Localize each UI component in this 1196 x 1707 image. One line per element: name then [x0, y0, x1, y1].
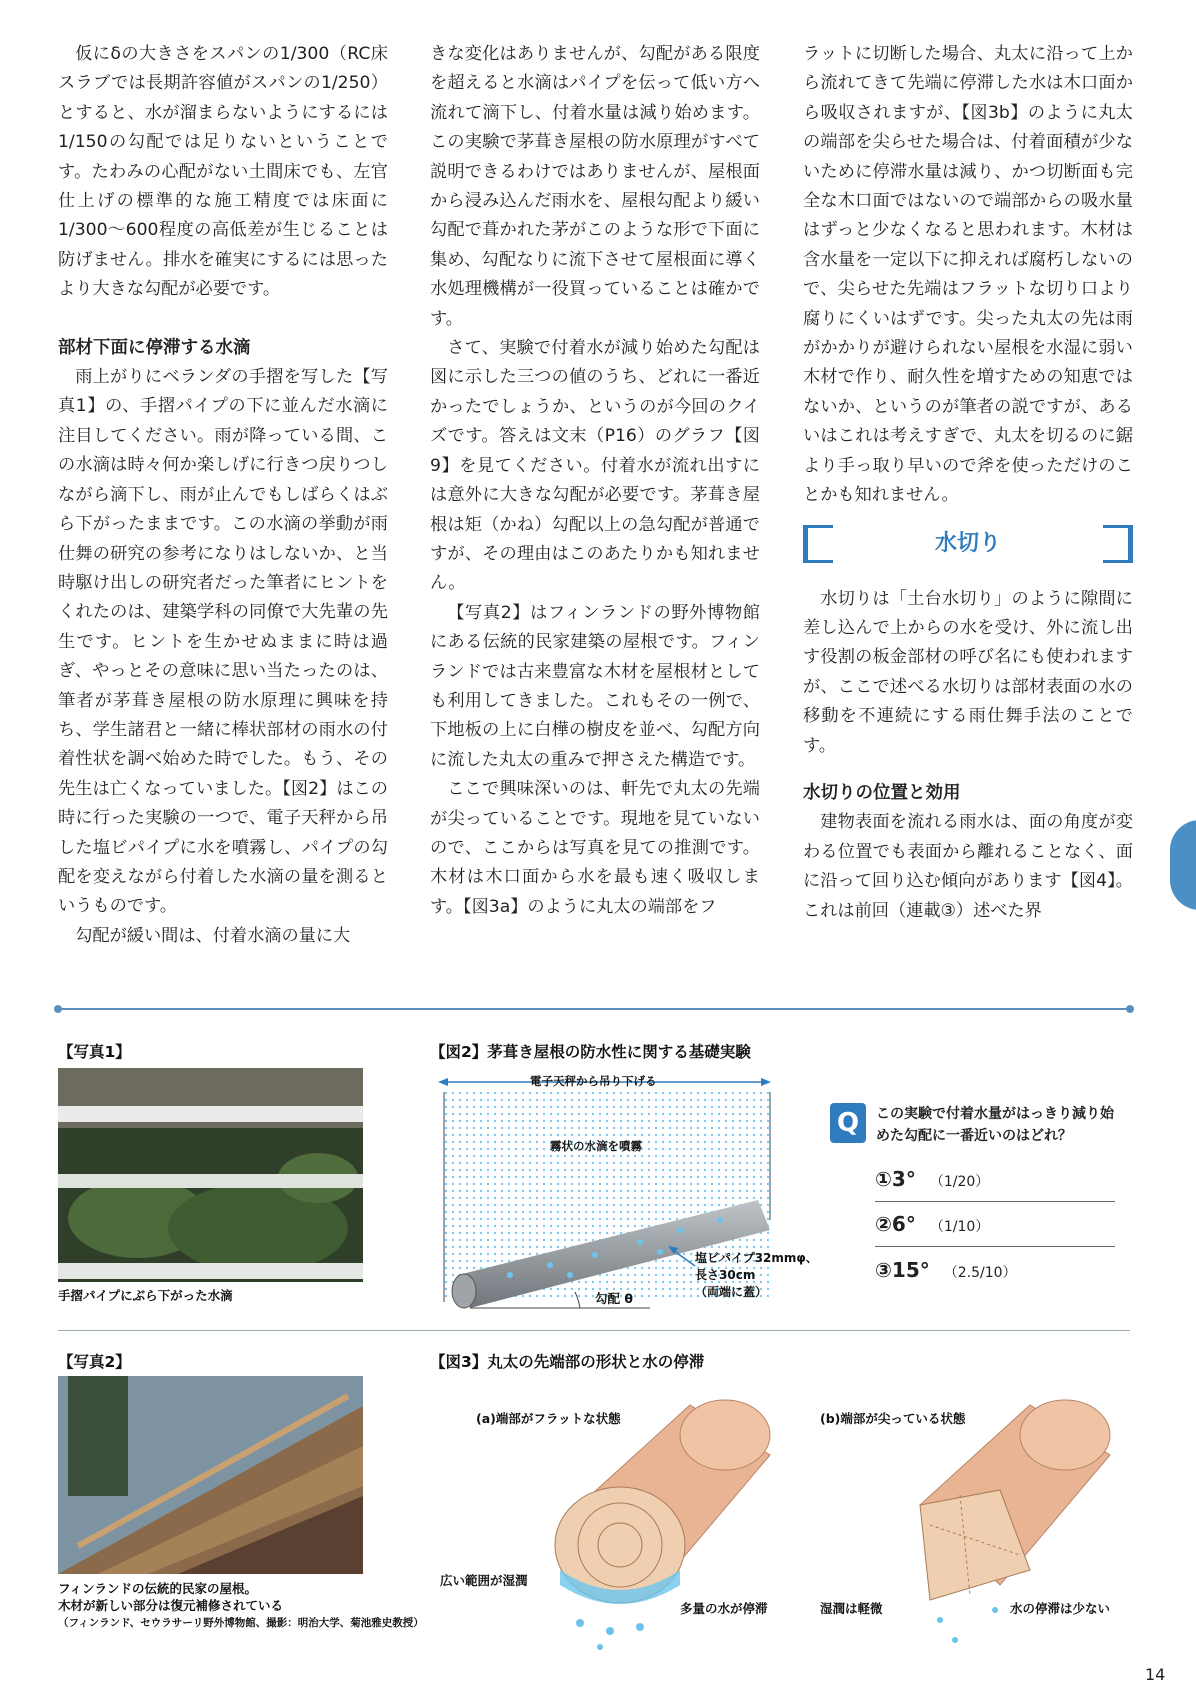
fig2-label-spray: 霧状の水滴を噴霧 — [550, 1139, 642, 1153]
text-column-3 — [803, 40, 1133, 926]
divider — [58, 1008, 1130, 1010]
page-number: 14 — [1145, 1665, 1166, 1684]
fig3-a-wet: 広い範囲が湿潤 — [440, 1573, 528, 1588]
section-heading: 部材下面に停滞する水滴 — [58, 337, 251, 358]
quiz-option-2 — [875, 1202, 1115, 1247]
text-column-1 — [58, 40, 388, 951]
quiz-option-3 — [875, 1248, 1115, 1292]
photo1-title: 【写真1】 — [58, 1043, 131, 1061]
fig3-title: 【図3】丸太の先端部の形状と水の停滞 — [430, 1353, 705, 1371]
bracket-right — [1103, 525, 1133, 563]
quiz-option-1 — [875, 1157, 1115, 1202]
photo1-caption: 手摺パイプにぶら下がった水滴 — [58, 1288, 233, 1303]
photo2-caption1: フィンランドの伝統的民家の屋根。 — [58, 1581, 258, 1596]
paragraph: さて、実験で付着水が減り始めた勾配は図に示した三つの値のうち、どれに一番近かったでしょうか、というのが今回のクイズです。答えは文末（P16）のグラフ【図9】を見てください。付着水が流れ出すには意外に大きな勾配が必要です。茅葺き屋根は矩（かね）勾配以上の急勾配が普通ですが、その理由はこのあたりかも知れません。 — [430, 338, 760, 594]
section-title-box — [803, 525, 1133, 565]
quiz-option-main: ③15° — [875, 1258, 930, 1282]
quiz-option-sub: （1/10） — [929, 1219, 990, 1235]
fig2-label-angle: 勾配 θ — [595, 1291, 633, 1306]
photo2-caption3: （フィンランド、セウラサーリ野外博物館、撮影：明治大学、菊池雅史教授） — [58, 1617, 424, 1629]
quiz-option-main: ②6° — [875, 1212, 916, 1236]
photo2-caption2: 木材が新しい部分は復元補修されている — [58, 1598, 284, 1613]
paragraph: 雨上がりにベランダの手摺を写した【写真1】の、手摺パイプの下に並んだ水滴に注目してください。雨が降っている間、この水滴は時々何か楽しげに行きつ戻りつしながら滴下し、雨が止んでもしばらくはぶら下がったままです。この水滴の挙動が雨仕舞の研究の参考になりはしないか、と当時駆け出しの研究者だった筆者にヒントをくれたのは、建築学科の同僚で大先輩の先生です。ヒントを生かせぬままに時は過ぎ、やっとその意味に思い当たったのは、筆者が茅葺き屋根の防水原理に興味を持ち、学生諸君と一緒に棒状部材の雨水の付着性状を調べ始めた時でした。もう、その先生は亡くなっていました。【図2】はこの時に行った実験の一つで、電子天秤から吊した塩ビパイプに水を噴霧し、パイプの勾配を変えながら付着した水滴の量を測るというものです。 — [58, 367, 388, 917]
side-tab-marker — [1170, 820, 1196, 910]
section-heading: 水切りの位置と効用 — [803, 782, 961, 803]
fig3-a-label: (a)端部がフラットな状態 — [476, 1411, 621, 1426]
quiz-option-sub: （1/20） — [929, 1174, 990, 1190]
paragraph: ここで興味深いのは、軒先で丸太の先端が尖っていることです。現地を見ていないので、ここからは写真を見ての推測です。木材は木口面から水を最も速く吸収します。【図3a】のように丸太の端部をフ — [430, 779, 760, 917]
fig2-label-pipe: 塩ビパイプ32mmφ、 長さ30cm （両端に蓋） — [695, 1251, 818, 1299]
paragraph: 勾配が緩い間は、付着水滴の量に大 — [75, 925, 351, 946]
fig2-title: 【図2】茅葺き屋根の防水性に関する基礎実験 — [430, 1043, 751, 1061]
paragraph: ラットに切断した場合、丸太に沿って上から流れてきて先端に停滞した水は木口面から吸収されますが、【図3b】のように丸太の端部を尖らせた場合は、付着面積が少ないために停滞水量は減り、かつ切断面も完全な木口面ではないので端部からの吸水量はずっと少なくなると思われます。木材は含水量を一定以下に抑えれば腐朽しないので、尖らせた先端はフラットな切り口より腐りにくいはずです。尖った丸太の先は雨がかかりが避けられない屋根を水湿に弱い木材で作り、耐久性を増すための知恵ではないか、というのが筆者の説ですが、あるいはこれは考えすぎで、丸太を切るのに鋸より手っ取り早いので斧を使っただけのことかも知れません。 — [803, 44, 1133, 506]
paragraph: きな変化はありませんが、勾配がある限度を超えると水滴はパイプを伝って低い方へ流れて滴下し、付着水量は減り始めます。この実験で茅葺き屋根の防水原理がすべて説明できるわけではありませんが、屋根面から浸み込んだ雨水を、屋根勾配より緩い勾配で葺かれた茅がこのような形で下面に集め、勾配なりに流下させて屋根面に導く水処理機構が一役買っていることは確かです。 — [430, 44, 760, 329]
quiz-question: この実験で付着水量がはっきり減り始めた勾配に一番近いのはどれ？ — [876, 1106, 1114, 1144]
text-column-2 — [430, 40, 760, 922]
paragraph: 水切りは「土台水切り」のように隙間に差し込んで上からの水を受け、外に流し出す役割の板金部材の呼び名にも使われますが、ここで述べる水切りは部材表面の水の移動を不連続にする雨仕舞手法のことです。 — [803, 588, 1133, 756]
section-title: 水切り — [934, 530, 1001, 556]
quiz-badge: Q — [830, 1103, 866, 1143]
fig3-b-label: (b)端部が尖っている状態 — [820, 1411, 966, 1426]
photo2-title: 【写真2】 — [58, 1353, 131, 1371]
paragraph: 【写真2】はフィンランドの野外博物館にある伝統的民家建築の屋根です。フィンランドでは古来豊富な木材を屋根材としても利用してきました。これもその一例で、下地板の上に白樺の樹皮を並べ、勾配方向に流した丸太の重みで押さえた構造です。 — [430, 602, 760, 770]
photo2-image — [58, 1376, 363, 1574]
fig3-b-water: 水の停滞は少ない — [1010, 1601, 1111, 1616]
fig3-a-water: 多量の水が停滞 — [680, 1601, 768, 1616]
paragraph: 仮にδの大きさをスパンの1/300（RC床スラブでは長期許容値がスパンの1/250）とすると、水が溜まらないようにするには1/150の勾配では足りないということです。たわみの心配がない土間床でも、左官仕上げの標準的な施工精度では床面に1/300〜600程度の高低差が生じることは防げません。排水を確実にするには思ったより大きな勾配が必要です。 — [58, 44, 388, 300]
fig2-label-top: 電子天秤から吊り下げる — [530, 1074, 657, 1088]
paragraph: 建物表面を流れる雨水は、面の角度が変わる位置でも表面から離れることなく、面に沿って回り込む傾向があります【図4】。これは前回（連載③）述べた界 — [803, 812, 1133, 921]
fig3-b-wet: 湿潤は軽微 — [820, 1601, 883, 1616]
quiz-option-sub: （2.5/10） — [943, 1265, 1017, 1281]
quiz-option-main: ①3° — [875, 1167, 916, 1191]
photo1-image — [58, 1068, 363, 1282]
divider-2 — [58, 1330, 1130, 1331]
